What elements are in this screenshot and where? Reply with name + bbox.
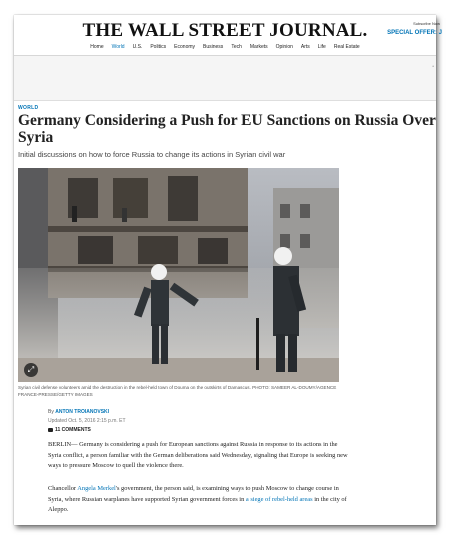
- nav-item-politics[interactable]: Politics: [150, 44, 167, 50]
- article-paragraph-1: BERLIN— Germany is considering a push for European sanctions against Russia in response to its actions in the Syria conflict, a person familiar with the German deliberations said Wednesday, signaling that Europe is seeking new ways to pressure Moscow to quell the violence there.: [48, 441, 348, 470]
- nav-item-world[interactable]: World: [111, 44, 125, 50]
- article-paragraph-2: [48, 484, 348, 516]
- main-nav: [14, 44, 436, 54]
- paragraph-2-text-c: in the city of Aleppo.: [48, 495, 347, 514]
- nav-item-real-estate[interactable]: Real Estate: [333, 44, 360, 50]
- siege-link[interactable]: a siege of rebel-held areas: [245, 495, 313, 503]
- expand-icon[interactable]: ⤢: [24, 363, 38, 377]
- comments-link[interactable]: [48, 427, 91, 433]
- nav-item-us[interactable]: U.S.: [132, 44, 143, 50]
- photo-caption: Syrian civil defense volunteers amid the destruction in the rebel-held town of Douma on the outskirts of Damascus. PHOTO: SAMEER AL-DOUMY/AGENCE FRANCE-PRESSE/GETTY IMAGES: [18, 385, 337, 397]
- nav-item-economy[interactable]: Economy: [174, 44, 196, 50]
- nav-item-business[interactable]: Business: [203, 44, 224, 50]
- article-headline: Germany Considering a Push for EU Sanctions on Russia Over Syria: [18, 112, 436, 146]
- nav-item-life[interactable]: Life: [317, 44, 326, 50]
- special-offer-link[interactable]: SPECIAL OFFER: J: [387, 30, 442, 36]
- wsj-logo[interactable]: THE WALL STREET JOURNAL.: [82, 20, 368, 41]
- article-photo[interactable]: [18, 168, 339, 382]
- byline: [48, 409, 109, 415]
- byline-prefix: By: [48, 409, 54, 415]
- section-label[interactable]: WORLD: [18, 105, 39, 111]
- ad-banner[interactable]: [14, 56, 436, 101]
- angela-merkel-link[interactable]: Angela Merkel: [77, 485, 116, 492]
- updated-timestamp: Updated Oct. 5, 2016 2:15 p.m. ET: [48, 418, 126, 424]
- nav-item-markets[interactable]: Markets: [249, 44, 268, 50]
- paragraph-2-text-a: Chancellor: [48, 485, 78, 492]
- nav-item-home[interactable]: Home: [90, 44, 104, 50]
- nav-item-arts[interactable]: Arts: [300, 44, 310, 50]
- comments-count: 11 COMMENTS: [55, 427, 91, 433]
- nav-item-opinion[interactable]: Opinion: [275, 44, 293, 50]
- photo-illustration: [18, 168, 339, 382]
- author-link[interactable]: ANTON TROIANOVSKI: [55, 409, 110, 415]
- paragraph-2-text-b: 's government, the person said, is examining ways to push Moscow to change course in Syria, where Russian warplanes have supported Syrian government forces in: [48, 485, 339, 503]
- browser-page: [14, 15, 442, 525]
- article-dek: Initial discussions on how to force Russia to change its actions in Syrian civil war: [18, 150, 286, 159]
- ad-marker-icon: •: [432, 64, 434, 70]
- comment-bubble-icon: [48, 428, 53, 432]
- subscribe-link[interactable]: Subscribe Now: [413, 21, 440, 26]
- nav-item-tech[interactable]: Tech: [231, 44, 242, 50]
